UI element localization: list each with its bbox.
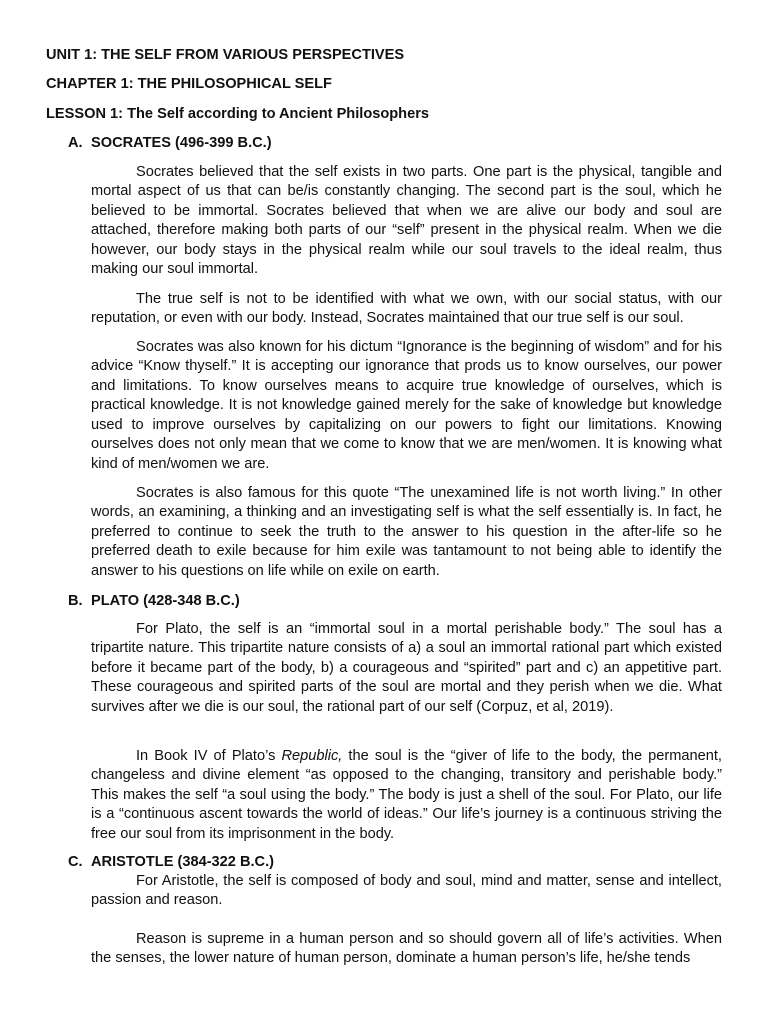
plato-paragraph-2 <box>91 747 722 844</box>
republic-title: Republic, <box>281 748 343 764</box>
unit-heading: UNIT 1: THE SELF FROM VARIOUS PERSPECTIVES <box>46 47 405 63</box>
socrates-paragraph-2: The true self is not to be identified with what we own, with our social status, with our reputation, or even with our body. Instead, Socrates maintained that our true self is our soul. <box>91 291 722 327</box>
section-a-title: SOCRATES (496-399 B.C.) <box>91 135 272 151</box>
section-a-letter: A. <box>68 135 83 151</box>
aristotle-paragraph-1: For Aristotle, the self is composed of body and soul, mind and matter, sense and intellect, passion and reason. <box>91 873 722 909</box>
aristotle-paragraph-2: Reason is supreme in a human person and so should govern all of life’s activities. When the senses, the lower nature of human person, dominate a human person’s life, he/she tends <box>91 931 722 967</box>
section-c-title: ARISTOTLE (384-322 B.C.) <box>91 854 275 870</box>
plato-paragraph-2-after: the soul is the “giver of life to the body, the permanent, changeless and divine element “as opposed to the changing, transitory and perishable body.” This makes the self “a soul using the body.” The body is just a shell of the soul. For Plato, our life is a “continuous ascent towards the world of ideas.” Our life’s journey is a continuous striving the free our soul from its imprisonment in the body. <box>91 748 722 842</box>
chapter-heading: CHAPTER 1: THE PHILOSOPHICAL SELF <box>46 76 332 92</box>
socrates-paragraph-1: Socrates believed that the self exists in two parts. One part is the physical, tangible and mortal aspect of us that can be/is constantly changing. The second part is the soul, which he believed to be immortal. Socrates believed that when we are alive our body and soul are attached, therefore making both parts of our “self” present in the physical realm. When we die however, our body stays in the physical realm while our soul travels to the ideal realm, thus making our soul immortal. <box>91 164 722 278</box>
section-b-letter: B. <box>68 593 83 609</box>
lesson-heading: LESSON 1: The Self according to Ancient Philosophers <box>46 106 430 122</box>
section-b-title: PLATO (428-348 B.C.) <box>91 593 240 609</box>
section-c-letter: C. <box>68 854 83 870</box>
socrates-paragraph-3: Socrates was also known for his dictum “Ignorance is the beginning of wisdom” and for his advice “Know thyself.” It is accepting our ignorance that prods us to know ourselves, our power and limitations. To know ourselves means to acquire true knowledge of ourselves, which is practical knowledge. It is not knowledge gained merely for the sake of knowledge but knowledge used to improve ourselves by capitalizing on our powers to fight our limitations. Knowing ourselves does not only mean that we come to know that we are men/women. It is knowing what kind of men/women we are. <box>91 339 722 472</box>
plato-paragraph-2-before: In Book IV of Plato’s <box>136 748 282 764</box>
plato-paragraph-1: For Plato, the self is an “immortal soul in a mortal perishable body.” The soul has a tripartite nature. This tripartite nature consists of a) a soul an immortal rational part which existed before it became part of the body, b) a courageous and “spirited” part and c) an appetitive part. These courageous and spirited parts of the soul are mortal and they perish when we die. What survives after we die is our soul, the rational part of our self (Corpuz, et al, 2019). <box>91 621 722 715</box>
socrates-paragraph-4: Socrates is also famous for this quote “The unexamined life is not worth living.” In other words, an examining, a thinking and an investigating self is what the self essentially is. In fact, he preferred to continue to seek the truth to the answer to his question in the after-life so he preferred death to exile because for him exile was tantamount to not being able to identify the answer to his questions on life while on exile on earth. <box>91 485 722 579</box>
